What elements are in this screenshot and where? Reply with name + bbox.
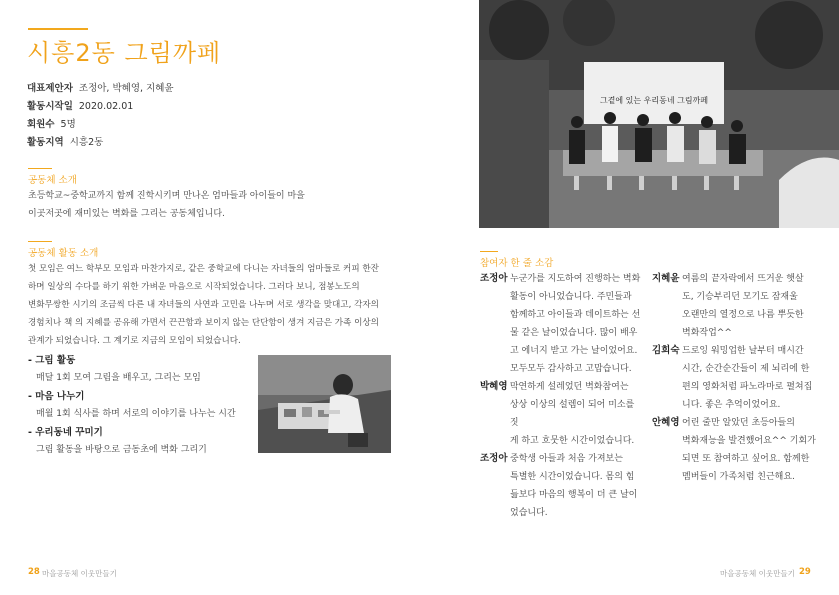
- review-text: [682, 270, 804, 342]
- activity-text: [28, 260, 443, 350]
- activity-line: 변화무쌍한 시기의 조금씩 다른 내 자녀들의 사연과 고민을 나누며 서로 생각을 맞대고, 각자의: [28, 300, 379, 310]
- review-line: 벽화재능을 발견했어요^^ 기회가: [682, 436, 816, 446]
- activity-desc: 매월 1회 식사를 하며 서로의 이야기를 나누는 시간: [36, 409, 236, 419]
- review-item: [652, 270, 832, 342]
- community-rule: [28, 168, 52, 169]
- community-text: [28, 187, 438, 223]
- review-line: 듦보다 마음의 행복이 더 큰 날이: [510, 490, 638, 500]
- review-item: [480, 378, 645, 450]
- community-line: 초등학교~중학교까지 함께 진학시키며 만나온 엄마들과 아이들이 마을: [28, 191, 305, 201]
- review-line: 었습니다.: [510, 508, 548, 518]
- review-line: 활동이 아니었습니다. 주민들과: [510, 292, 632, 302]
- review-line: 니다. 좋은 추억이었어요.: [682, 400, 781, 410]
- review-column-2: [652, 270, 832, 486]
- review-line: 멤버들이 가족처럼 친근해요.: [682, 472, 795, 482]
- review-column-1: [480, 270, 645, 522]
- review-text: [510, 450, 637, 522]
- footer-left: 마을공동체 이웃만들기: [42, 569, 117, 578]
- activity-line: 하며 일상의 수다를 하기 위한 가벼운 마음으로 시작되었습니다. 그러다 보니, 점봉노도의: [28, 282, 360, 292]
- review-line: 막연하게 설레었던 벽화참여는: [509, 382, 629, 392]
- review-item: [480, 270, 645, 378]
- mural-painting-photo: [258, 355, 391, 453]
- info-label: 활동시작일: [27, 101, 73, 112]
- review-heading: 참여자 한 줄 소감: [480, 258, 554, 269]
- review-line: 벽화작업^^: [682, 328, 732, 338]
- footer-right: 마을공동체 이웃만들기: [720, 569, 795, 578]
- activity-rule: [28, 241, 52, 242]
- review-line: 함께하고 아이들과 데이트하는 선: [510, 310, 641, 320]
- activity-title: - 그림 활동: [28, 355, 76, 366]
- info-label: 대표제안자: [27, 83, 73, 94]
- info-label: 활동지역: [27, 137, 64, 148]
- page-title: 시흥2동 그림까페: [27, 39, 222, 67]
- info-value: 2020.02.01: [78, 101, 134, 112]
- info-row-members: [27, 116, 76, 130]
- photo-banner-text: 그곁에 있는 우리동네 그림까페: [599, 96, 709, 105]
- info-row-start-date: [27, 98, 133, 112]
- review-line: 어린 줄만 알았던 초등아들의: [682, 418, 795, 428]
- review-item: [652, 414, 832, 486]
- activity-heading: 공동체 활동 소개: [28, 248, 99, 259]
- reviewer-name: 조정아: [480, 273, 508, 284]
- review-line: 시간, 순간순간들이 제 뇌리에 한: [682, 364, 810, 374]
- review-line: 되면 또 참여하고 싶어요. 함께한: [682, 454, 810, 464]
- review-line: 게 하고 흐뭇한 시간이었습니다.: [509, 436, 635, 446]
- review-line: 편의 영화처럼 파노라마로 펼쳐집: [682, 382, 813, 392]
- review-line: 상상 이상의 설렘이 되어 미소를 짓: [509, 400, 635, 428]
- reviewer-name: 박혜영: [480, 381, 508, 392]
- community-line: 이곳저곳에 재미있는 벽화를 그리는 공동체입니다.: [28, 209, 225, 219]
- reviewer-name: 김희숙: [652, 345, 680, 356]
- group-photo: [479, 0, 839, 228]
- review-text: [510, 378, 645, 450]
- title-rule: [28, 28, 88, 30]
- activity-desc: 그림 활동을 바탕으로 금동초에 벽화 그리기: [36, 445, 207, 455]
- activity-list: [28, 352, 258, 460]
- review-line: 오랜만의 열정으로 나름 뿌듯한: [682, 310, 804, 320]
- info-value: 5명: [60, 119, 76, 130]
- review-line: 중학생 아들과 처음 가져보는: [510, 454, 623, 464]
- review-line: 모두모두 감사하고 고맙습니다.: [510, 364, 632, 374]
- info-label: 회원수: [27, 119, 55, 130]
- review-line: 누군가를 지도하여 진행하는 벽화: [510, 274, 641, 284]
- activity-line: 경험치나 책 의 지혜를 공유해 가면서 끈끈함과 보이지 않는 단단함이 생겨 지금은 가족 이상의: [28, 318, 379, 328]
- review-line: 도, 기승부리던 모기도 잠재울: [682, 292, 798, 302]
- review-item: [652, 342, 832, 414]
- review-line: 물 같은 날이었습니다. 많이 배우: [510, 328, 638, 338]
- review-text: [682, 342, 812, 414]
- reviewer-name: 지혜윤: [652, 273, 680, 284]
- review-text: [682, 414, 816, 486]
- review-item: [480, 450, 645, 522]
- review-line: 고 에너지 받고 가는 날이었어요.: [510, 346, 638, 356]
- page-number-left: 28: [28, 567, 40, 577]
- activity-line: 관계가 되었습니다. 그 계기로 지금의 모임이 되었습니다.: [28, 336, 241, 346]
- info-row-proposer: [27, 80, 174, 94]
- reviewer-name: 조정아: [480, 453, 508, 464]
- review-line: 여름의 끝자락에서 뜨거운 햇살: [682, 274, 804, 284]
- review-line: 특별한 시간이었습니다. 몸의 힘: [510, 472, 635, 482]
- info-value: 조정아, 박혜영, 지혜윤: [78, 83, 174, 94]
- review-line: 드로잉 워밍업한 날부터 매시간: [682, 346, 804, 356]
- page-number-right: 29: [799, 567, 811, 577]
- activity-title: - 우리동네 꾸미기: [28, 427, 103, 438]
- activity-line: 첫 모임은 여느 학부모 모임과 마찬가지로, 같은 중학교에 다니는 자녀들의 엄마들로 커피 한잔: [28, 264, 379, 274]
- activity-title: - 마음 나누기: [28, 391, 85, 402]
- review-text: [510, 270, 640, 378]
- info-row-area: [27, 134, 103, 148]
- info-value: 시흥2동: [69, 137, 104, 148]
- community-heading: 공동체 소개: [28, 175, 77, 186]
- reviewer-name: 안혜영: [652, 417, 680, 428]
- activity-desc: 매달 1회 모여 그림을 배우고, 그리는 모임: [36, 373, 201, 383]
- review-rule: [480, 251, 498, 252]
